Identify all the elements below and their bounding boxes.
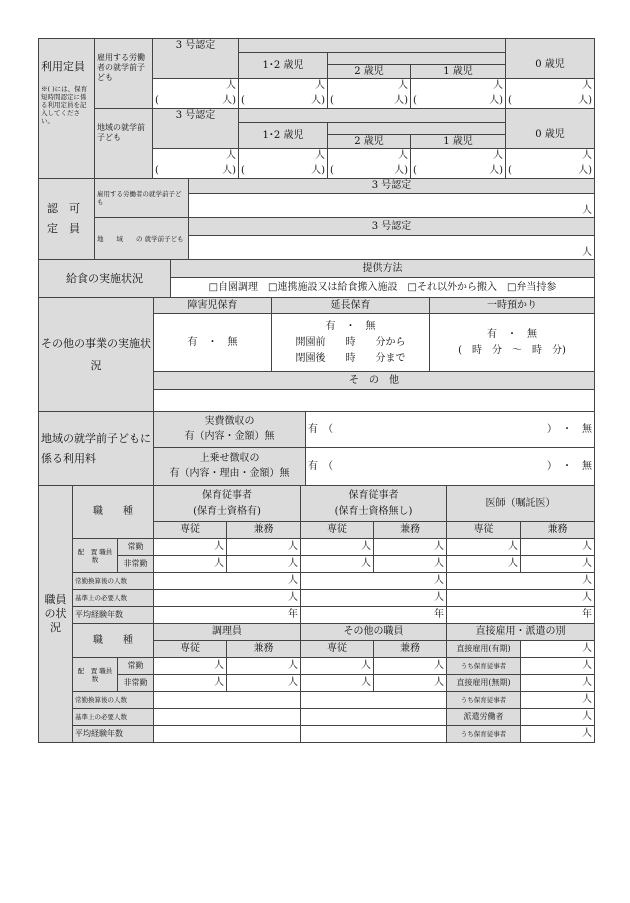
s1-r1-c1[interactable]: 人 <box>154 539 227 556</box>
s2-r1-c4[interactable]: 人 <box>374 658 447 675</box>
sonota-jigyo-table <box>38 297 595 412</box>
riyoryo-table <box>38 411 595 486</box>
jippi-label <box>154 412 306 448</box>
col-koyo: 直接雇用・派遣の別 <box>447 624 595 641</box>
h1-kenmu-1: 兼務 <box>227 522 301 539</box>
uchi-hoiku-value-3[interactable]: 人 <box>521 726 595 743</box>
hijokin-label-1: 非常勤 <box>118 556 154 573</box>
ninka-teiin-table <box>38 178 595 260</box>
col-1: 1 歳児 <box>411 65 506 79</box>
emp-3go-short[interactable]: ( 人) <box>153 94 239 109</box>
s1-kansan-c[interactable]: 人 <box>447 573 595 590</box>
emp-12-value[interactable]: 人 <box>239 79 328 94</box>
local-col-12: 1･2 歳児 <box>239 123 328 149</box>
local-col-3go-cont <box>153 123 239 135</box>
ninka-local-label: 地 域 の 就学前子ども <box>95 218 189 260</box>
emp-3go-value[interactable]: 人 <box>153 79 239 94</box>
encho-value[interactable] <box>272 314 430 372</box>
shogaiji-value[interactable]: 有 ・ 無 <box>154 314 272 372</box>
emp-0-value[interactable]: 人 <box>506 79 595 94</box>
haichi-label-1: 配 置 職員数 <box>73 539 118 573</box>
haichi-label-2: 配 置 職員数 <box>73 658 118 692</box>
local-2-value[interactable]: 人 <box>328 149 411 164</box>
shokushu-label-1: 職 種 <box>73 486 154 539</box>
ninka-title-line2: 定 員 <box>47 222 80 235</box>
jippi-value[interactable]: 有 （ ） ・ 無 <box>306 412 595 448</box>
uchi-hoiku-value-2[interactable]: 人 <box>521 692 595 709</box>
s1-kansan-b[interactable]: 人 <box>301 573 447 590</box>
col-ichiji: 一時預かり <box>430 298 595 314</box>
keiken-label-2: 平均経験年数 <box>73 726 154 743</box>
local-12-short[interactable]: ( 人) <box>239 164 328 179</box>
ninka-employed-3go: 3 号認定 <box>189 179 595 194</box>
local-0-value[interactable]: 人 <box>506 149 595 164</box>
ninka-title-line1: 認 可 <box>47 202 80 215</box>
local-children-label: 地域の就学前子ども <box>95 109 153 179</box>
hitsuyo-label-2: 基準上の必要人数 <box>73 709 154 726</box>
kansan-label-1: 常勤換算後の人数 <box>73 573 154 590</box>
ninka-employed-value[interactable]: 人 <box>189 194 595 218</box>
local-1-short[interactable]: ( 人) <box>411 164 506 179</box>
sonota-header: そ の 他 <box>154 372 595 390</box>
s1-r1-c3[interactable]: 人 <box>301 539 374 556</box>
shokuin-title: 職員の状況 <box>39 486 73 743</box>
s1-r2-c3[interactable]: 人 <box>301 556 374 573</box>
encho-after: 閉園後 時 分まで <box>295 352 406 364</box>
emp-1-short[interactable]: ( 人) <box>411 94 506 109</box>
col-3go: 3 号認定 <box>153 39 239 53</box>
sonota-jigyo-title: その他の事業の実施状況 <box>39 298 154 412</box>
riyo-teiin-note: ※( )には、保育短時間認定に係る利用定員を記入してください。 <box>41 85 88 125</box>
h2-kenmu-2: 兼務 <box>374 641 447 658</box>
header-spacer-right <box>506 39 595 53</box>
kyushoku-title: 給食の実施状況 <box>39 260 171 298</box>
haken-value[interactable]: 人 <box>521 709 595 726</box>
ichiji-time: ( 時 分 ～ 時 分) <box>458 344 566 356</box>
shokushu-label-2: 職 種 <box>73 624 154 658</box>
kansan-label-2: 常勤換算後の人数 <box>73 692 154 709</box>
h1-kenmu-2: 兼務 <box>374 522 447 539</box>
s1-kansan-a[interactable]: 人 <box>154 573 301 590</box>
col-encho: 延長保育 <box>272 298 430 314</box>
jokin-label-2: 常勤 <box>118 658 154 675</box>
encho-before: 開園前 時 分から <box>295 336 406 348</box>
jippi-line2: 有（内容・金額）無 <box>184 431 275 442</box>
s1-keiken-b[interactable]: 年 <box>301 607 447 624</box>
uchi-hoiku-label-2: うち保育従事者 <box>447 692 521 709</box>
koyo-yuki-label: 直接雇用(有期) <box>447 641 521 658</box>
ninka-teiin-title <box>39 179 95 260</box>
s1-r1-c4[interactable]: 人 <box>374 539 447 556</box>
col-ishi: 医師（嘱託医） <box>447 486 595 522</box>
local-col-3go-end <box>153 135 239 149</box>
h1-senju-2: 専従 <box>301 522 374 539</box>
haken-label: 派遣労働者 <box>447 709 521 726</box>
kyushoku-options[interactable]: □自園調理 □連携施設又は給食搬入施設 □それ以外から搬入 □弁当持参 <box>171 278 595 298</box>
uchi-hoiku-label-3: うち保育従事者 <box>447 726 521 743</box>
s1-keiken-c[interactable]: 年 <box>447 607 595 624</box>
hitsuyo-label-1: 基準上の必要人数 <box>73 590 154 607</box>
riyo-teiin-title: 利用定員 <box>41 60 85 73</box>
local-3go-value[interactable]: 人 <box>153 149 239 164</box>
ichiji-value[interactable] <box>430 314 595 372</box>
s2-r1-c3[interactable]: 人 <box>301 658 374 675</box>
koyo-muki-value[interactable]: 人 <box>521 675 595 692</box>
uwanose-value[interactable]: 有 （ ） ・ 無 <box>306 448 595 486</box>
col-0: 0 歳児 <box>506 53 595 79</box>
koyo-yuki-value[interactable]: 人 <box>521 641 595 658</box>
riyo-teiin-header-cell <box>39 39 95 179</box>
local-col-21-header <box>328 123 506 135</box>
s2-keiken-b[interactable] <box>301 726 447 743</box>
s1-r2-c5[interactable]: 人 <box>447 556 521 573</box>
col-shogaiji: 障害児保育 <box>154 298 272 314</box>
kyushoku-header: 提供方法 <box>171 260 595 278</box>
riyoryo-title: 地域の就学前子どもに係る利用料 <box>39 412 154 486</box>
local-header-spacer-right <box>506 109 595 123</box>
local-col-3go: 3 号認定 <box>153 109 239 123</box>
jippi-line1: 実費徴収の <box>204 416 255 427</box>
uchi-hoiku-label-1: うち保育従事者 <box>447 658 521 675</box>
s1-hitsuyo-c[interactable]: 人 <box>447 590 595 607</box>
header-spacer <box>239 39 506 53</box>
keiken-label-1: 平均経験年数 <box>73 607 154 624</box>
s2-r2-c3[interactable]: 人 <box>301 675 374 692</box>
local-col-0: 0 歳児 <box>506 123 595 149</box>
hijokin-label-2: 非常勤 <box>118 675 154 692</box>
col-hoiku-ari: 保育従事者 (保育士資格有) <box>154 486 301 522</box>
h1-senju-3: 専従 <box>447 522 521 539</box>
uwanose-line2: 有（内容・理由・金額）無 <box>169 468 290 479</box>
s1-r1-c6[interactable]: 人 <box>521 539 595 556</box>
s1-hitsuyo-b[interactable]: 人 <box>301 590 447 607</box>
facility-form <box>38 38 594 743</box>
s1-r2-c2[interactable]: 人 <box>227 556 301 573</box>
h1-senju-1: 専従 <box>154 522 227 539</box>
h2-kenmu-1: 兼務 <box>227 641 301 658</box>
s2-r2-c1[interactable]: 人 <box>154 675 227 692</box>
s1-r2-c1[interactable]: 人 <box>154 556 227 573</box>
emp-12-short[interactable]: ( 人) <box>239 94 328 109</box>
s1-r1-c2[interactable]: 人 <box>227 539 301 556</box>
employed-children-label: 雇用する労働者の就学前子ども <box>95 39 153 109</box>
emp-0-short[interactable]: ( 人) <box>506 94 595 109</box>
s1-r2-c4[interactable]: 人 <box>374 556 447 573</box>
riyo-teiin-table <box>38 38 595 179</box>
s1-r1-c5[interactable]: 人 <box>447 539 521 556</box>
emp-2-short[interactable]: ( 人) <box>328 94 411 109</box>
col-other: その他の職員 <box>301 624 447 641</box>
s2-r1-c2[interactable]: 人 <box>227 658 301 675</box>
local-2-short[interactable]: ( 人) <box>328 164 411 179</box>
col-3go-cont <box>153 53 239 65</box>
sonota-value[interactable] <box>154 390 595 412</box>
s2-r1-c1[interactable]: 人 <box>154 658 227 675</box>
local-header-spacer <box>239 109 506 123</box>
local-0-short[interactable]: ( 人) <box>506 164 595 179</box>
encho-ari-nashi: 有 ・ 無 <box>325 320 376 332</box>
s1-keiken-a[interactable]: 年 <box>154 607 301 624</box>
local-3go-short[interactable]: ( 人) <box>153 164 239 179</box>
uwanose-line1: 上乗せ徴収の <box>199 453 260 464</box>
s2-r2-c2[interactable]: 人 <box>227 675 301 692</box>
s1-r2-c6[interactable]: 人 <box>521 556 595 573</box>
uwanose-label <box>154 448 306 486</box>
local-1-value[interactable]: 人 <box>411 149 506 164</box>
shokuin-table <box>38 485 595 743</box>
ninka-local-value[interactable]: 人 <box>189 236 595 260</box>
s2-hitsuyo-b[interactable] <box>301 709 447 726</box>
local-col-2: 2 歳児 <box>328 135 411 149</box>
s2-r2-c4[interactable]: 人 <box>374 675 447 692</box>
s2-hitsuyo-a[interactable] <box>154 709 301 726</box>
s2-kansan-a[interactable] <box>154 692 301 709</box>
emp-1-value[interactable]: 人 <box>411 79 506 94</box>
ninka-local-3go: 3 号認定 <box>189 218 595 236</box>
emp-2-value[interactable]: 人 <box>328 79 411 94</box>
kyushoku-table <box>38 259 595 298</box>
col-21-header <box>328 53 506 65</box>
koyo-muki-label: 直接雇用(無期) <box>447 675 521 692</box>
h1-kenmu-3: 兼務 <box>521 522 595 539</box>
local-col-1: 1 歳児 <box>411 135 506 149</box>
ninka-employed-label: 雇用する労働者の就学前子ども <box>95 179 189 218</box>
uchi-hoiku-value-1[interactable]: 人 <box>521 658 595 675</box>
s2-keiken-a[interactable] <box>154 726 301 743</box>
col-12: 1･2 歳児 <box>239 53 328 79</box>
col-cook: 調理員 <box>154 624 301 641</box>
local-12-value[interactable]: 人 <box>239 149 328 164</box>
s2-kansan-b[interactable] <box>301 692 447 709</box>
ichiji-ari-nashi: 有 ・ 無 <box>487 328 537 340</box>
h2-senju-1: 専従 <box>154 641 227 658</box>
h2-senju-2: 専従 <box>301 641 374 658</box>
col-3go-end <box>153 65 239 79</box>
col-2: 2 歳児 <box>328 65 411 79</box>
s1-hitsuyo-a[interactable]: 人 <box>154 590 301 607</box>
col-hoiku-nashi: 保育従事者 (保育士資格無し) <box>301 486 447 522</box>
jokin-label-1: 常勤 <box>118 539 154 556</box>
